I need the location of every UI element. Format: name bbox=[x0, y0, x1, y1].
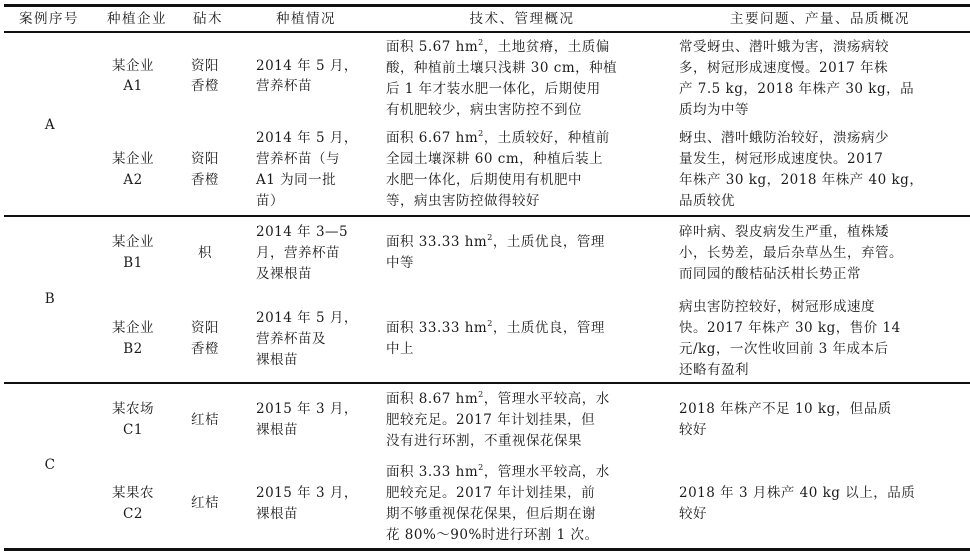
problems: 较好 bbox=[679, 506, 707, 522]
rootstock: 资阳 bbox=[191, 151, 219, 167]
tech: 期不够重视保花保果，但后期在谢 bbox=[386, 506, 596, 522]
problems: 年株产 30 kg，2018 年株产 40 kg， bbox=[679, 172, 924, 188]
company-code: A1 bbox=[123, 78, 143, 94]
rootstock: 资阳 bbox=[191, 58, 219, 74]
planting: 营养杯苗（与 bbox=[256, 151, 340, 167]
planting: 裸根苗 bbox=[256, 422, 298, 438]
problems: 量发生，树冠形成速度快。2017 bbox=[679, 151, 884, 167]
planting: 2015 年 3 月， bbox=[256, 401, 358, 417]
problems: 小，长势差，最后杂草丛生，弃管。 bbox=[679, 245, 903, 261]
tech: 面积 33.33 $hm^2$，土质优良，管理 bbox=[386, 319, 605, 336]
problems: 蚜虫、潜叶蛾防治较好，溃疡病少 bbox=[679, 130, 889, 146]
tech: 有机肥较少，病虫害防控不到位 bbox=[386, 102, 582, 118]
tech: 面积 33.33 $hm^2$，土质优良，管理 bbox=[386, 233, 605, 250]
company-code: B2 bbox=[123, 341, 143, 357]
tech: 肥较充足。2017 年计划挂果，前 bbox=[386, 485, 596, 501]
top-rule bbox=[4, 4, 970, 7]
planting: 营养杯苗 bbox=[256, 78, 312, 94]
rootstock: 香橙 bbox=[191, 78, 219, 94]
tech: 等，病虫害防控做得较好 bbox=[386, 193, 540, 209]
header-case-no: 案例序号 bbox=[19, 11, 79, 27]
case-label-b: B bbox=[44, 291, 56, 307]
header-company: 种植企业 bbox=[107, 11, 167, 27]
group-a-rule bbox=[4, 215, 970, 217]
header-planting: 种植情况 bbox=[276, 11, 336, 27]
header-rule bbox=[4, 31, 970, 33]
tech: 水肥一体化，后期使用有机肥中 bbox=[386, 172, 582, 188]
tech: 酸，种植前土壤只浅耕 30 cm，种植 bbox=[386, 60, 618, 76]
problems: 质均为中等 bbox=[679, 102, 749, 118]
problems: 多，树冠形成速度慢。2017 年株 bbox=[679, 60, 889, 76]
tech: 全园土壤深耕 60 cm，种植后装上 bbox=[386, 151, 604, 167]
rootstock: 香橙 bbox=[191, 172, 219, 188]
planting: 裸根苗 bbox=[256, 352, 298, 368]
rootstock: 枳 bbox=[198, 245, 212, 261]
group-b-rule bbox=[4, 382, 970, 384]
problems: 产 7.5 kg，2018 年株产 30 kg，品 bbox=[679, 81, 915, 97]
planting: 裸根苗 bbox=[256, 506, 298, 522]
problems: 元/kg，一次性收回前 3 年成本后 bbox=[679, 341, 889, 357]
problems: 快。2017 年株产 30 kg，售价 14 bbox=[679, 320, 901, 336]
tech: 中等 bbox=[386, 255, 414, 271]
tech: 面积 3.33 $hm^2$，管理水平较高，水 bbox=[386, 463, 610, 480]
header-rootstock: 砧木 bbox=[193, 11, 223, 27]
company-code: C1 bbox=[123, 422, 143, 438]
planting: 2014 年 5 月， bbox=[256, 310, 358, 326]
tech: 没有进行环割，不重视保花保果 bbox=[386, 433, 582, 449]
tech: 面积 8.67 $hm^2$，管理水平较高，水 bbox=[386, 390, 610, 407]
problems: 碎叶病、裂皮病发生严重，植株矮 bbox=[679, 224, 889, 240]
rootstock: 香橙 bbox=[191, 341, 219, 357]
bottom-rule bbox=[4, 548, 970, 551]
company-code: A2 bbox=[123, 172, 143, 188]
company-name: 某企业 bbox=[112, 151, 154, 167]
planting: 苗） bbox=[256, 193, 284, 209]
company-name: 某企业 bbox=[112, 58, 154, 74]
company-code: B1 bbox=[123, 255, 143, 271]
planting: 2014 年 5 月， bbox=[256, 130, 358, 146]
tech: 中上 bbox=[386, 341, 414, 357]
tech: 面积 5.67 $hm^2$，土地贫瘠，土质偏 bbox=[386, 38, 610, 55]
rootstock: 红桔 bbox=[191, 495, 219, 511]
planting: 月，营养杯苗 bbox=[256, 245, 340, 261]
tech: 后 1 年才装水肥一体化，后期使用 bbox=[386, 81, 601, 97]
company-name: 某农场 bbox=[112, 401, 154, 417]
header-tech: 技术、管理概况 bbox=[469, 11, 575, 27]
tech: 肥较充足。2017 年计划挂果，但 bbox=[386, 412, 596, 428]
company-name: 某企业 bbox=[112, 320, 154, 336]
problems: 而同园的酸桔砧沃柑长势正常 bbox=[679, 266, 861, 282]
problems: 较好 bbox=[679, 422, 707, 438]
planting: A1 为同一批 bbox=[256, 172, 337, 188]
case-label-a: A bbox=[44, 117, 56, 133]
planting: 2014 年 3—5 bbox=[256, 224, 349, 240]
header-problems: 主要问题、产量、品质概况 bbox=[730, 11, 910, 27]
tech: 面积 6.67 $hm^2$，土质较好，种植前 bbox=[386, 129, 610, 146]
rootstock: 资阳 bbox=[191, 320, 219, 336]
tech: 花 80%～90%时进行环割 1 次。 bbox=[386, 527, 599, 543]
problems: 常受蚜虫、潜叶蛾为害，溃疡病较 bbox=[679, 39, 889, 55]
planting: 营养杯苗及 bbox=[256, 331, 326, 347]
company-code: C2 bbox=[123, 506, 143, 522]
problems: 2018 年 3 月株产 40 kg 以上，品质 bbox=[679, 485, 916, 501]
planting: 及裸根苗 bbox=[256, 266, 312, 282]
problems: 品质较优 bbox=[679, 193, 735, 209]
rootstock: 红桔 bbox=[191, 412, 219, 428]
company-name: 某企业 bbox=[112, 234, 154, 250]
problems: 还略有盈利 bbox=[679, 362, 749, 378]
planting: 2015 年 3 月， bbox=[256, 485, 358, 501]
problems: 病虫害防控较好，树冠形成速度 bbox=[679, 299, 875, 315]
case-label-c: C bbox=[44, 457, 56, 473]
company-name: 某果农 bbox=[112, 485, 154, 501]
planting: 2014 年 5 月， bbox=[256, 58, 358, 74]
problems: 2018 年株产不足 10 kg，但品质 bbox=[679, 401, 892, 417]
